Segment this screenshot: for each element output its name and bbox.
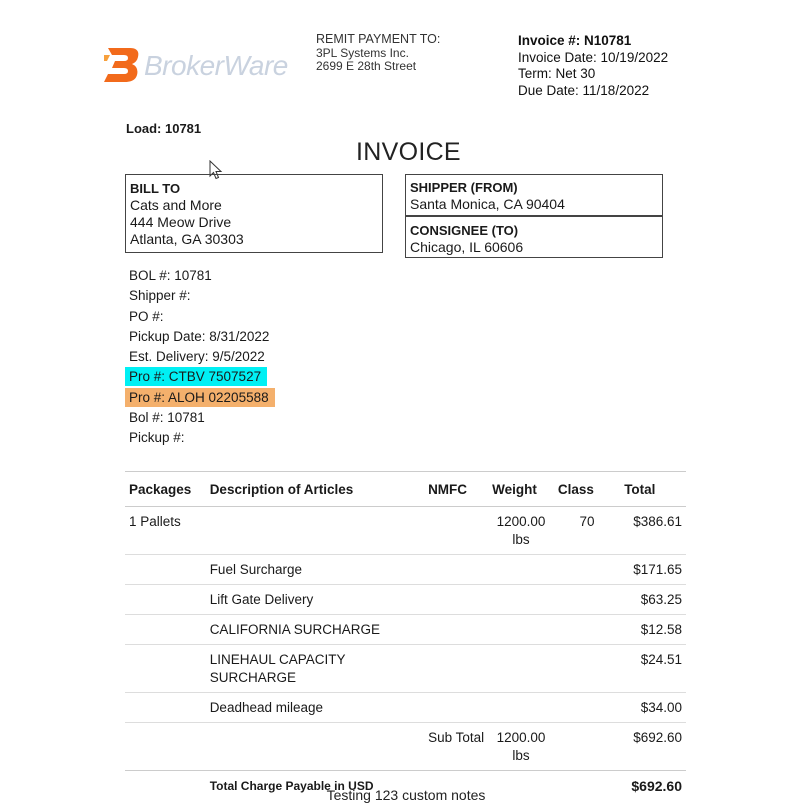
invoice-due-date: Due Date: 11/18/2022	[518, 82, 650, 98]
brokerware-logo-icon	[104, 44, 144, 84]
reference-list	[129, 266, 275, 449]
bill-to-box	[125, 174, 383, 253]
ref-po: PO #:	[129, 308, 164, 324]
invoice-term: Term: Net 30	[518, 66, 596, 81]
cell-packages: 1 Pallets	[125, 507, 206, 555]
invoice-meta	[518, 33, 668, 99]
weight-unit: lbs	[512, 532, 530, 547]
bill-to-city: Atlanta, GA 30303	[130, 231, 244, 247]
subtotal-total: $692.60	[633, 730, 682, 745]
charge-description: Deadhead mileage	[206, 693, 424, 723]
cell-description	[206, 507, 424, 555]
cell-weight	[488, 507, 554, 555]
grand-total-value: $692.60	[620, 771, 686, 801]
invoice-number: Invoice #: N10781	[518, 33, 632, 48]
col-nmfc: NMFC	[424, 472, 488, 507]
consignee-location: Chicago, IL 60606	[410, 239, 524, 255]
bill-to-name: Cats and More	[130, 197, 222, 213]
page-title: INVOICE	[356, 138, 461, 166]
company-logo	[104, 44, 309, 84]
ref-bol-2: Bol #: 10781	[129, 410, 205, 426]
subtotal-weight	[488, 723, 554, 771]
col-total: Total	[620, 472, 686, 507]
charge-description	[206, 645, 424, 693]
subtotal-weight-value: 1200.00	[496, 730, 546, 745]
ref-pro-1-highlighted: Pro #: CTBV 7507527	[125, 367, 267, 386]
table-row	[125, 615, 686, 645]
charge-description: Fuel Surcharge	[206, 555, 424, 585]
charge-total: $12.58	[620, 615, 686, 645]
charge-total: $63.25	[620, 585, 686, 615]
cell-total: $386.61	[620, 507, 686, 555]
ref-pickup-date: Pickup Date: 8/31/2022	[129, 328, 270, 344]
table-header-row	[125, 472, 686, 507]
consignee-box	[405, 216, 663, 258]
weight-value: 1200.00	[496, 514, 546, 529]
table-row	[125, 693, 686, 723]
charge-description: CALIFORNIA SURCHARGE	[206, 615, 424, 645]
shipper-location: Santa Monica, CA 90404	[410, 196, 565, 212]
subtotal-label: Sub Total	[428, 730, 485, 745]
table-row	[125, 507, 686, 555]
table-row	[125, 585, 686, 615]
charge-total: $24.51	[620, 645, 686, 693]
charge-description-line2: SURCHARGE	[209, 670, 296, 685]
col-description: Description of Articles	[206, 472, 424, 507]
col-packages: Packages	[125, 472, 206, 507]
bill-to-heading: BILL TO	[130, 181, 181, 196]
shipper-box	[405, 174, 663, 216]
cell-nmfc	[424, 507, 488, 555]
charge-description: Lift Gate Delivery	[206, 585, 424, 615]
custom-notes: Testing 123 custom notes	[326, 787, 486, 803]
remit-line1: 3PL Systems Inc.	[316, 45, 409, 60]
ref-pro-2-highlighted: Pro #: ALOH 02205588	[125, 388, 275, 407]
ref-shipper-number: Shipper #:	[129, 288, 191, 304]
ref-pickup-number: Pickup #:	[129, 430, 185, 446]
ref-est-delivery: Est. Delivery: 9/5/2022	[129, 349, 265, 365]
charge-description-line1: LINEHAUL CAPACITY	[209, 652, 346, 667]
load-number: Load: 10781	[126, 121, 202, 136]
col-weight: Weight	[488, 472, 554, 507]
charges-table	[125, 471, 686, 800]
subtotal-weight-unit: lbs	[512, 748, 530, 763]
bill-to-street: 444 Meow Drive	[130, 214, 232, 230]
table-row	[125, 645, 686, 693]
subtotal-row	[125, 723, 686, 771]
table-row	[125, 555, 686, 585]
col-class: Class	[554, 472, 620, 507]
logo-text: BrokerWare	[144, 50, 288, 81]
shipper-heading: SHIPPER (FROM)	[410, 180, 518, 195]
consignee-heading: CONSIGNEE (TO)	[410, 223, 519, 238]
charge-total: $171.65	[620, 555, 686, 585]
ref-bol: BOL #: 10781	[129, 268, 212, 283]
remit-heading: REMIT PAYMENT TO:	[316, 32, 441, 46]
grand-total-label: Total Charge Payable in USD	[206, 771, 554, 801]
remit-block	[316, 33, 440, 74]
cell-class: 70	[554, 507, 620, 555]
charge-total: $34.00	[620, 693, 686, 723]
invoice-date: Invoice Date: 10/19/2022	[518, 49, 669, 65]
remit-line2: 2699 E 28th Street	[316, 59, 417, 73]
